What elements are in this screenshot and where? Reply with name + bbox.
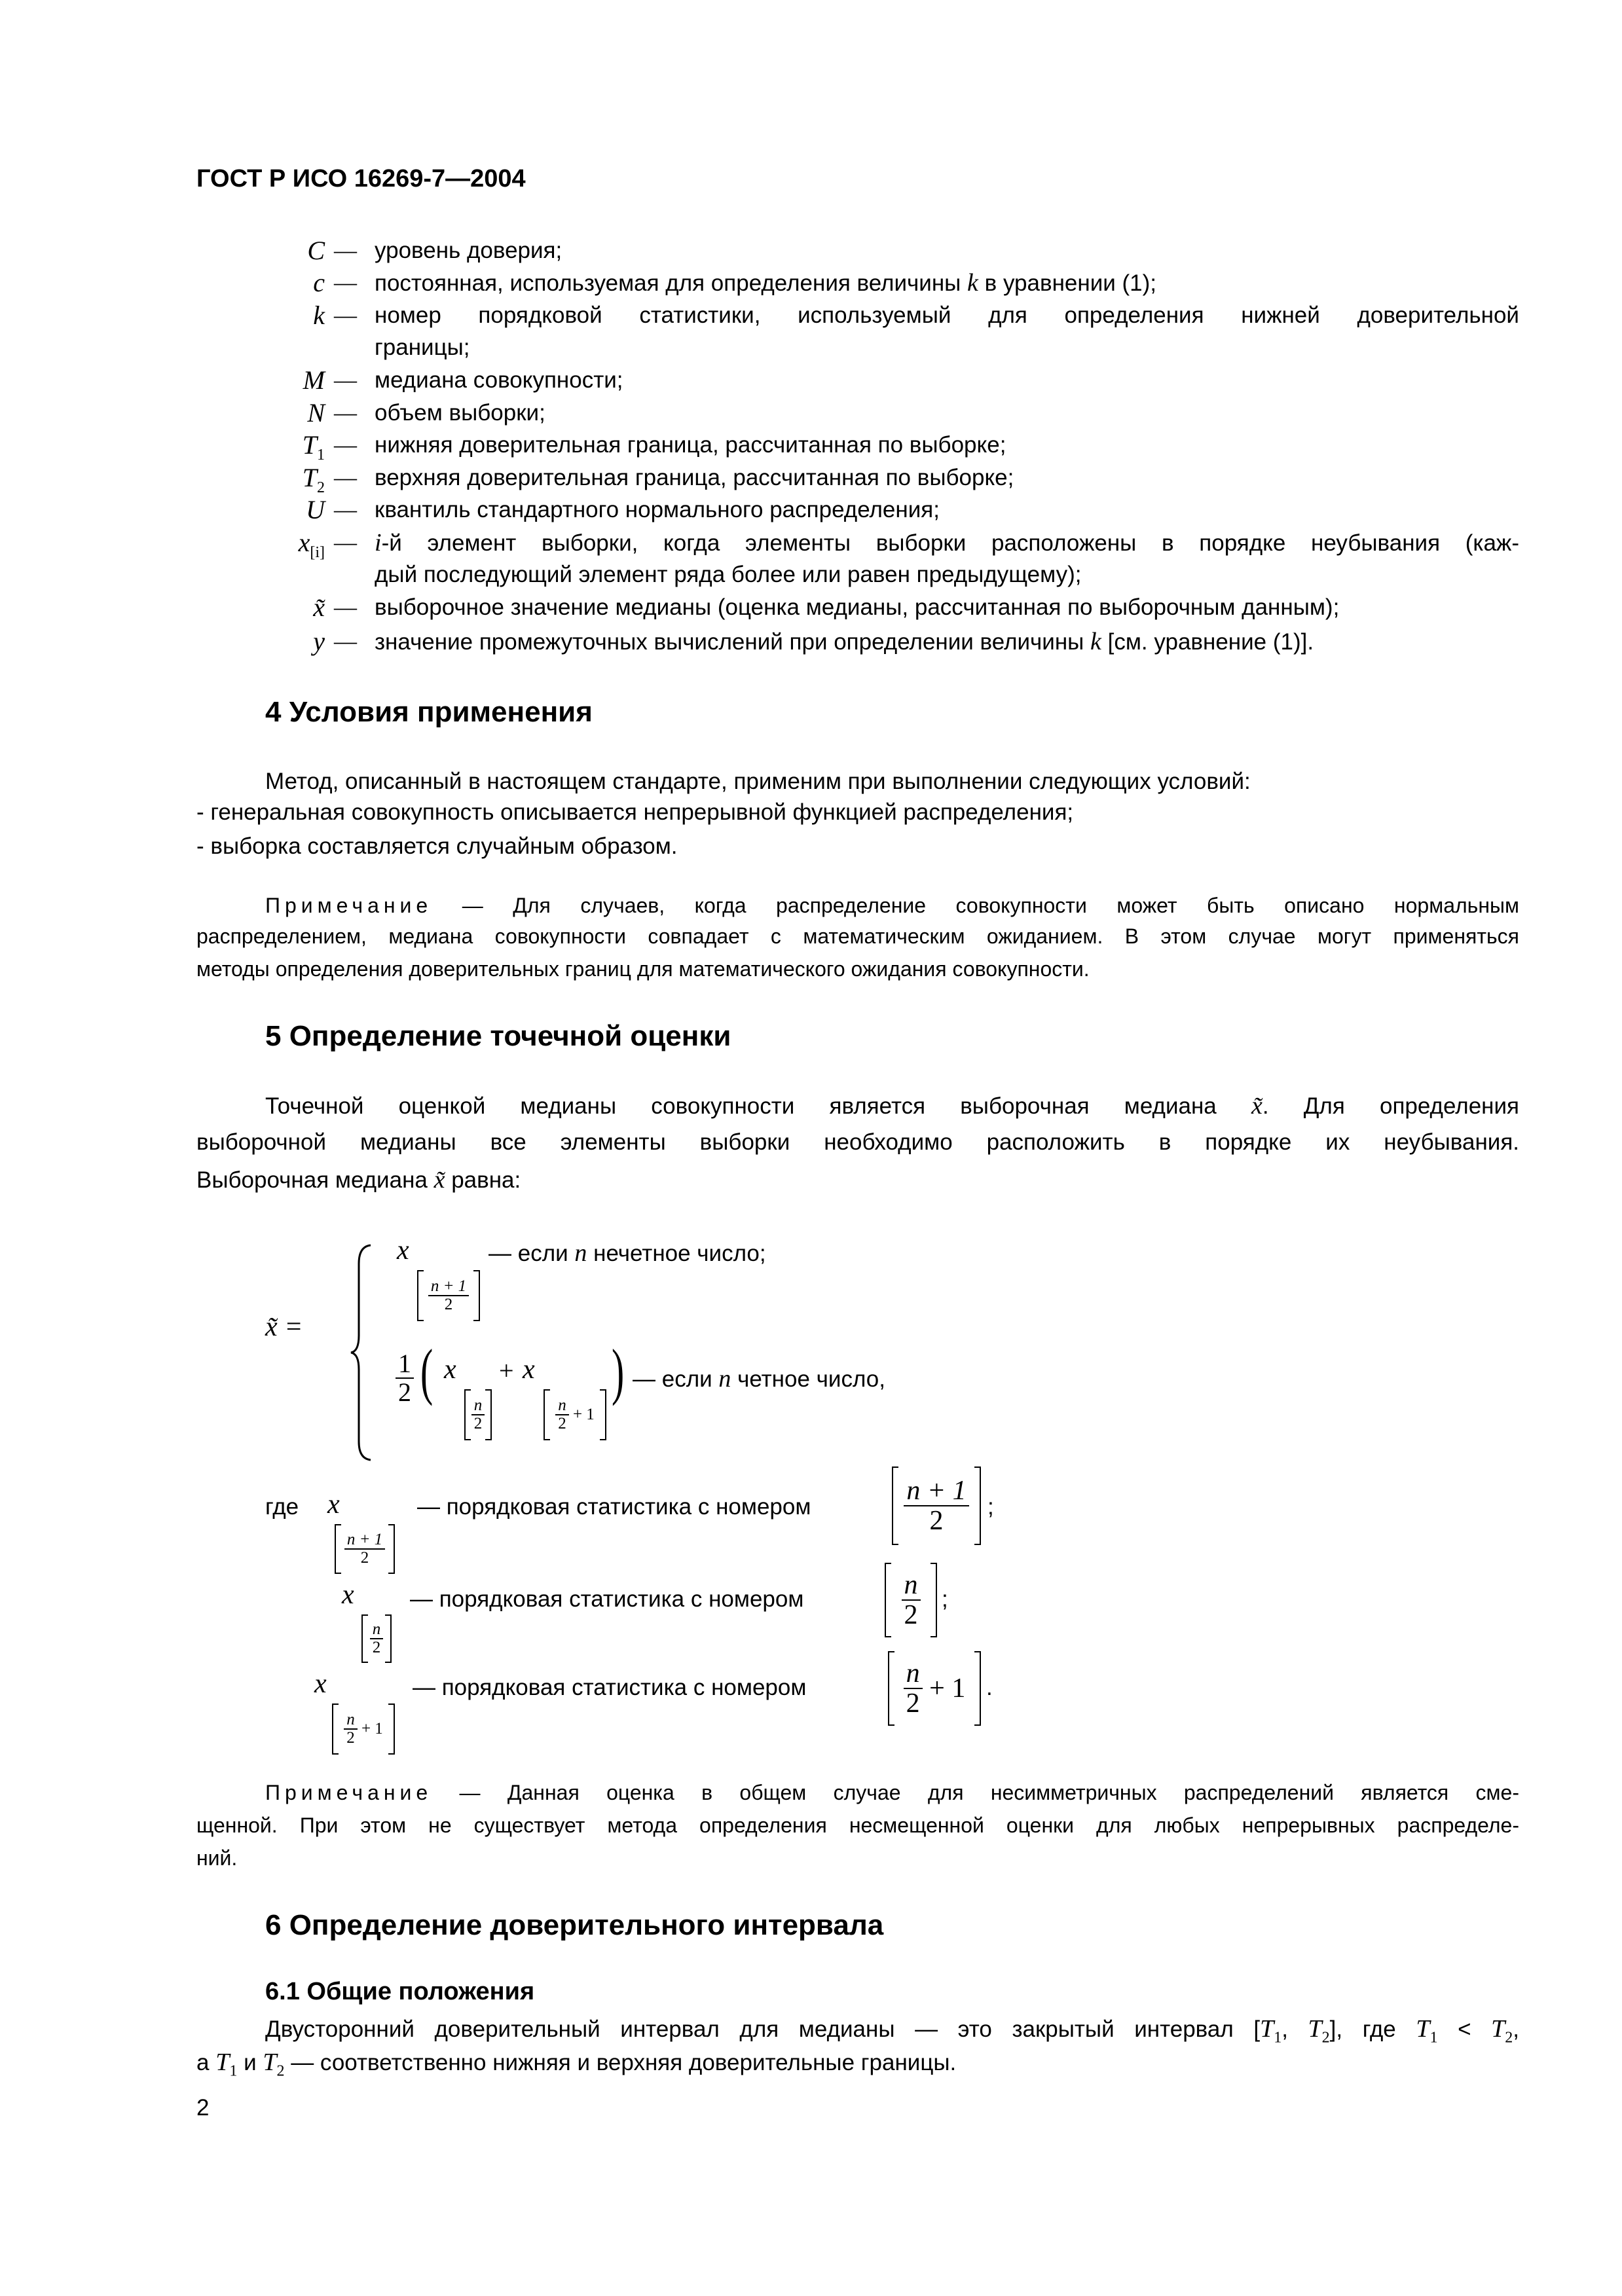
numerator: n — [555, 1397, 569, 1415]
number-bracket — [885, 1563, 937, 1637]
plus-one: + 1 — [361, 1720, 383, 1738]
symbol — [229, 591, 325, 624]
math-symbol: n — [718, 1365, 731, 1393]
numerator: n — [344, 1711, 358, 1730]
symbol-dash: — — [334, 270, 357, 295]
formula-x: x — [397, 1235, 409, 1266]
math-symbol: k — [967, 269, 978, 297]
symbol — [229, 526, 325, 559]
index-bracket — [332, 1704, 395, 1755]
formula-lhs: x̃ = — [265, 1312, 303, 1342]
plus-sign: + — [499, 1356, 514, 1385]
symbol-definition: границы; — [375, 335, 470, 360]
math-symbol: $T_1$ — [1416, 2015, 1438, 2047]
symbol-dash: — — [334, 302, 357, 328]
numerator: n + 1 — [904, 1476, 968, 1506]
denominator: 2 — [473, 1415, 483, 1432]
index-bracket — [544, 1389, 606, 1440]
symbol — [229, 494, 325, 526]
math-symbol: c — [313, 268, 325, 297]
math-subscript: 1 — [1274, 2029, 1282, 2047]
right-paren: ) — [612, 1336, 625, 1406]
note-line — [265, 1777, 1519, 1808]
symbol-definition: выборочное значение медианы (оценка медианы, рассчитанная по выборочным данным); — [375, 594, 1340, 620]
denominator: 2 — [346, 1729, 355, 1747]
section-6-heading: 6 Определение доверительного интервала — [265, 1909, 884, 1941]
math-symbol: $T_1$ — [215, 2049, 238, 2080]
math-symbol: $T_2$ — [1308, 2015, 1330, 2047]
math-symbol: $T_2$ — [263, 2049, 285, 2080]
math-subscript: 1 — [317, 446, 325, 464]
denominator: 2 — [906, 1688, 920, 1719]
symbol-definition: уровень доверия; — [375, 238, 562, 263]
note-label: Примечание — [265, 1781, 433, 1804]
symbol-definition: постоянная, используемая для определения величины k в уравнении (1); — [375, 269, 1157, 297]
index-bracket — [464, 1389, 492, 1440]
denominator: 2 — [444, 1296, 453, 1313]
note-text: — Данная оценка в общем случае для несимметричных распределений является сме- — [459, 1781, 1520, 1804]
symbol — [229, 429, 325, 462]
section-5-heading: 5 Определение точечной оценки — [265, 1020, 731, 1052]
symbol-dash: — — [334, 629, 357, 654]
semicolon: ; — [987, 1494, 994, 1520]
order-statistic-text: — порядковая статистика с номером — [417, 1494, 811, 1520]
period: . — [986, 1675, 993, 1700]
section-4-line: Метод, описанный в настоящем стандарте, применим при выполнении следующих условий: — [265, 769, 1251, 794]
section-6-line: а $T_1$ и $T_2$ — соответственно нижняя и верхняя доверительные границы. — [196, 2049, 957, 2080]
plus-one: + 1 — [929, 1673, 966, 1704]
symbol-definition: значение промежуточных вычислений при определении величины k [см. уравнение (1)]. — [375, 628, 1314, 655]
math-subscript: 2 — [1505, 2029, 1513, 2047]
math-symbol: x̃ — [1251, 1092, 1263, 1120]
math-subscript: [i] — [310, 544, 325, 561]
math-symbol: k — [1090, 628, 1101, 655]
symbol-dash: — — [334, 594, 357, 620]
note-label: Примечание — [265, 894, 433, 917]
math-subscript: 2 — [1321, 2029, 1330, 2047]
symbol-definition: верхняя доверительная граница, рассчитанная по выборке; — [375, 465, 1014, 490]
symbol — [229, 266, 325, 299]
math-symbol: $x_{[i]}$ — [298, 528, 325, 561]
math-subscript: 2 — [317, 479, 325, 496]
page-number: 2 — [196, 2095, 210, 2121]
note-line: методы определения доверительных границ для математического ожидания совокупности. — [196, 957, 1090, 981]
section-5-line: Выборочная медиана x̃ равна: — [196, 1166, 521, 1194]
section-5-line: выборочной медианы все элементы выборки необходимо расположить в порядке их неубывания. — [196, 1129, 1519, 1155]
numerator: n + 1 — [428, 1278, 469, 1296]
where-label: где — [265, 1494, 299, 1520]
denominator: 2 — [360, 1549, 369, 1567]
numerator: 1 — [396, 1350, 414, 1379]
math-symbol: i — [375, 529, 382, 556]
left-paren: ( — [420, 1336, 433, 1406]
formula-x: x — [314, 1669, 327, 1699]
even-case-text: — если n четное число, — [633, 1365, 885, 1393]
symbol — [229, 364, 325, 397]
math-symbol: x̃ — [433, 1166, 445, 1194]
half-fraction — [396, 1350, 414, 1406]
symbol — [229, 397, 325, 429]
symbol — [229, 234, 325, 267]
order-statistic-text: — порядковая статистика с номером — [410, 1586, 804, 1612]
symbol-dash: — — [334, 400, 357, 426]
math-symbol: n — [574, 1239, 587, 1267]
symbol-definition: дый последующий элемент ряда более или равен предыдущему); — [375, 562, 1082, 587]
symbol-definition: медиана совокупности; — [375, 367, 623, 393]
document-header: ГОСТ Р ИСО 16269-7—2004 — [196, 165, 526, 192]
symbol-dash: — — [334, 530, 357, 555]
symbol-dash: — — [334, 465, 357, 490]
left-brace-icon — [348, 1244, 375, 1461]
math-symbol: C — [307, 236, 325, 265]
numerator: n + 1 — [344, 1531, 385, 1550]
symbol-definition: объем выборки; — [375, 400, 545, 426]
math-symbol: k — [313, 301, 325, 330]
symbol — [229, 299, 325, 332]
note-line: ний. — [196, 1846, 238, 1870]
section-6-line: Двусторонний доверительный интервал для медианы — это закрытый интервал [$T_1$, $T_2$], где $T_1 < T_2$, — [265, 2015, 1519, 2047]
note-line: щенной. При этом не существует метода определения несмещенной оценки для любых непрерывных распределе- — [196, 1813, 1519, 1837]
section-4-heading: 4 Условия применения — [265, 696, 593, 728]
formula-x: x — [327, 1489, 340, 1520]
section-4-line: - генеральная совокупность описывается непрерывной функцией распределения; — [196, 799, 1074, 825]
note-text: — Для случаев, когда распределение совокупности может быть описано нормальным — [462, 894, 1520, 917]
symbol — [229, 625, 325, 658]
semicolon: ; — [942, 1586, 948, 1612]
denominator: 2 — [372, 1639, 381, 1656]
odd-case-text: — если n нечетное число; — [488, 1239, 766, 1267]
symbol-dash: — — [334, 367, 357, 393]
symbol-definition: i-й элемент выборки, когда элементы выборки расположены в порядке неубывания (каж- — [375, 529, 1519, 556]
section-5-line: Точечной оценкой медианы совокупности является выборочная медиана x̃. Для определения — [265, 1092, 1519, 1120]
denominator: 2 — [398, 1377, 411, 1407]
math-symbol: $T_1$ — [1260, 2015, 1282, 2047]
math-symbol: y — [313, 627, 325, 656]
symbol-definition: квантиль стандартного нормального распределения; — [375, 497, 940, 522]
index-bracket — [361, 1614, 392, 1663]
number-bracket — [892, 1467, 981, 1545]
formula-x: x — [444, 1355, 456, 1385]
denominator: 2 — [904, 1600, 918, 1630]
denominator: 2 — [929, 1506, 944, 1536]
math-subscript: 1 — [1429, 2029, 1438, 2047]
numerator: n — [471, 1397, 485, 1415]
math-symbol: M — [303, 365, 325, 395]
math-subscript: 2 — [276, 2062, 285, 2080]
math-subscript: 1 — [229, 2062, 238, 2080]
order-statistic-text: — порядковая статистика с номером — [413, 1675, 807, 1700]
section-4-line: - выборка составляется случайным образом. — [196, 833, 678, 859]
math-symbol: x̃ — [313, 592, 325, 622]
math-symbol: $T_2$ — [302, 463, 325, 496]
symbol-dash: — — [334, 432, 357, 458]
plus-one: + 1 — [572, 1406, 595, 1423]
note-line — [265, 890, 1519, 920]
numerator: n — [370, 1621, 384, 1639]
math-symbol: $T_1$ — [302, 430, 325, 464]
symbol-definition: нижняя доверительная граница, рассчитанная по выборке; — [375, 432, 1006, 458]
math-symbol: $T_2$ — [1491, 2015, 1513, 2047]
numerator: n — [904, 1659, 923, 1689]
numerator: n — [902, 1571, 921, 1601]
symbol-dash: — — [334, 497, 357, 522]
symbol-definition: номер порядковой статистики, используемый для определения нижней доверительной — [375, 302, 1519, 328]
symbol-dash: — — [334, 238, 357, 263]
note-line: распределением, медиана совокупности совпадает с математическим ожиданием. В этом случае могут применяться — [196, 924, 1519, 948]
math-symbol: N — [307, 398, 325, 428]
formula-x: x — [342, 1580, 354, 1610]
symbol — [229, 462, 325, 494]
formula-x: x — [523, 1355, 535, 1385]
index-bracket — [417, 1270, 480, 1321]
denominator: 2 — [558, 1415, 566, 1432]
number-bracket — [888, 1651, 981, 1726]
index-bracket — [335, 1524, 395, 1574]
math-symbol: U — [306, 495, 325, 524]
section-6-1-heading: 6.1 Общие положения — [265, 1978, 535, 2005]
